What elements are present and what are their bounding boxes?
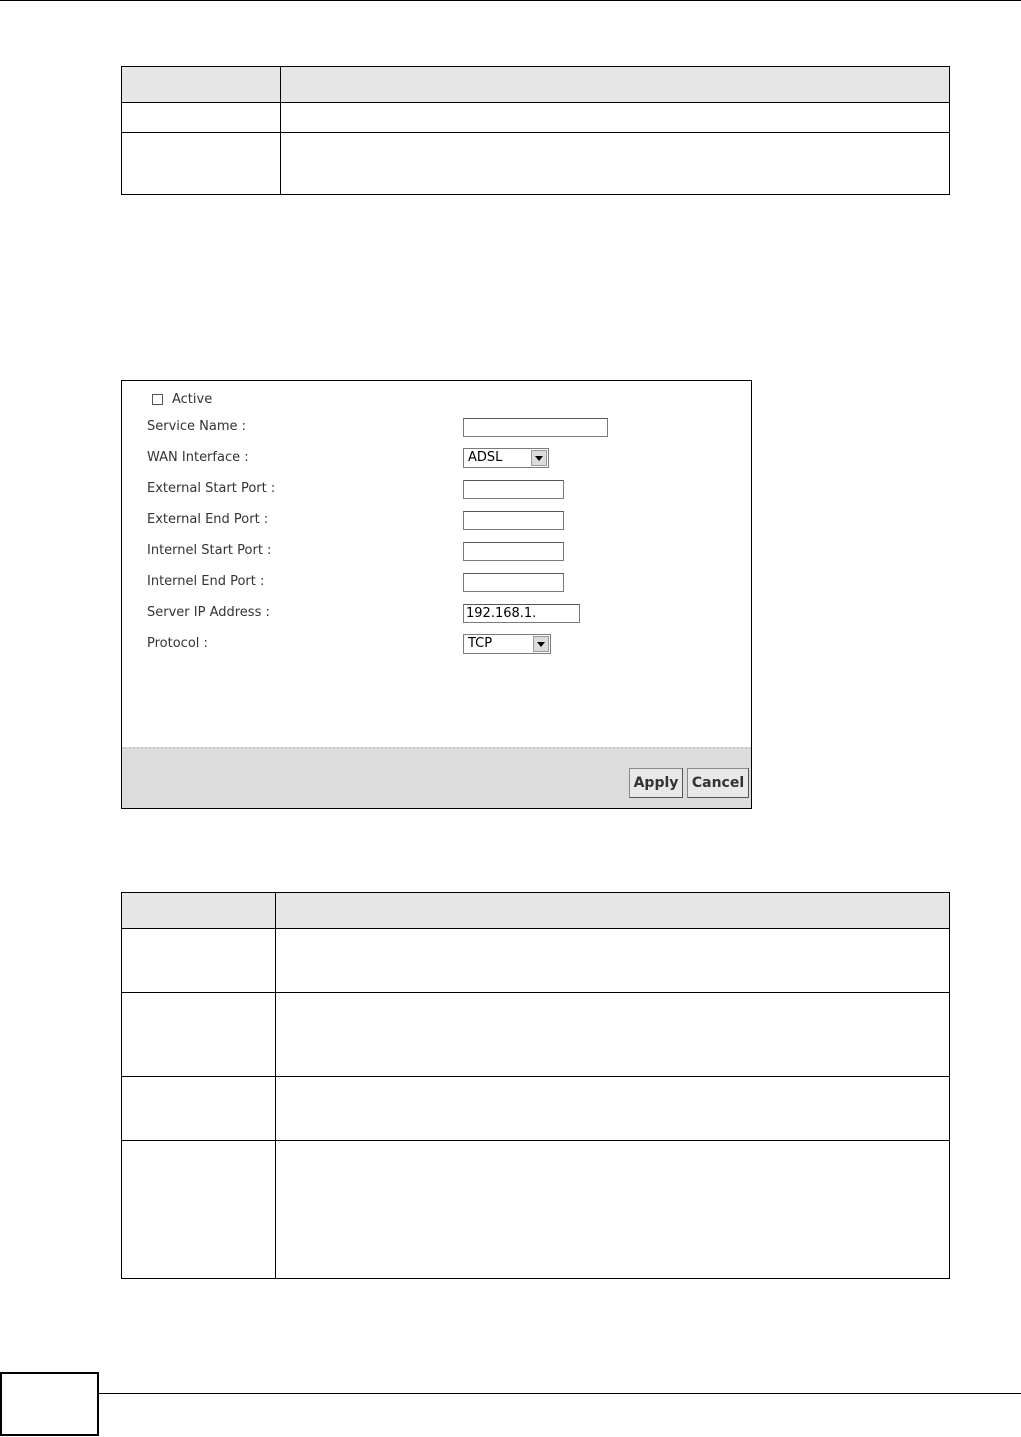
button-bar (122, 747, 751, 808)
table-cell-label (122, 929, 276, 993)
table-row (122, 1141, 950, 1279)
wan-interface-select[interactable] (463, 448, 549, 468)
table-row (122, 133, 950, 195)
active-label: Active (172, 392, 213, 407)
table-cell-label (122, 103, 281, 133)
table-row (122, 929, 950, 993)
internal-end-port-input[interactable] (463, 573, 564, 592)
internal-start-port-label: Internel Start Port : (147, 543, 272, 558)
footer-rule (99, 1393, 1021, 1394)
table-cell-label (122, 1077, 276, 1141)
protocol-value: TCP (468, 636, 493, 651)
table-row (122, 1077, 950, 1141)
external-end-port-label: External End Port : (147, 512, 269, 527)
table-cell-label (122, 993, 276, 1077)
wan-interface-label: WAN Interface : (147, 450, 249, 465)
description-table-top (121, 66, 950, 195)
service-name-label: Service Name : (147, 419, 247, 434)
table-header-label (122, 893, 276, 929)
wan-interface-value: ADSL (468, 450, 503, 465)
table-cell-label (122, 1141, 276, 1279)
apply-button[interactable]: Apply (629, 768, 683, 798)
table-cell-description (276, 993, 950, 1077)
service-name-input[interactable] (463, 418, 608, 437)
server-ip-input[interactable]: 192.168.1. (463, 604, 580, 623)
external-start-port-input[interactable] (463, 480, 564, 499)
protocol-select[interactable] (463, 634, 551, 654)
table-header-label (122, 67, 281, 103)
table-header-description (281, 67, 950, 103)
table-row (122, 103, 950, 133)
table-cell-description (276, 1141, 950, 1279)
header-rule (0, 0, 1021, 1)
page-number-box (0, 1372, 99, 1436)
server-ip-label: Server IP Address : (147, 605, 270, 620)
table-cell-description (276, 1077, 950, 1141)
active-checkbox[interactable] (152, 394, 163, 405)
internal-end-port-label: Internel End Port : (147, 574, 265, 589)
external-end-port-input[interactable] (463, 511, 564, 530)
table-row (122, 993, 950, 1077)
chevron-down-icon[interactable] (531, 450, 547, 466)
protocol-label: Protocol : (147, 636, 208, 651)
cancel-button[interactable]: Cancel (687, 768, 749, 798)
table-cell-description (276, 929, 950, 993)
table-cell-label (122, 133, 281, 195)
table-cell-description (281, 103, 950, 133)
port-forwarding-screen (121, 380, 752, 809)
external-start-port-label: External Start Port : (147, 481, 276, 496)
table-header-description (276, 893, 950, 929)
internal-start-port-input[interactable] (463, 542, 564, 561)
description-table-bottom (121, 892, 950, 1279)
table-cell-description (281, 133, 950, 195)
chevron-down-icon[interactable] (533, 636, 549, 652)
